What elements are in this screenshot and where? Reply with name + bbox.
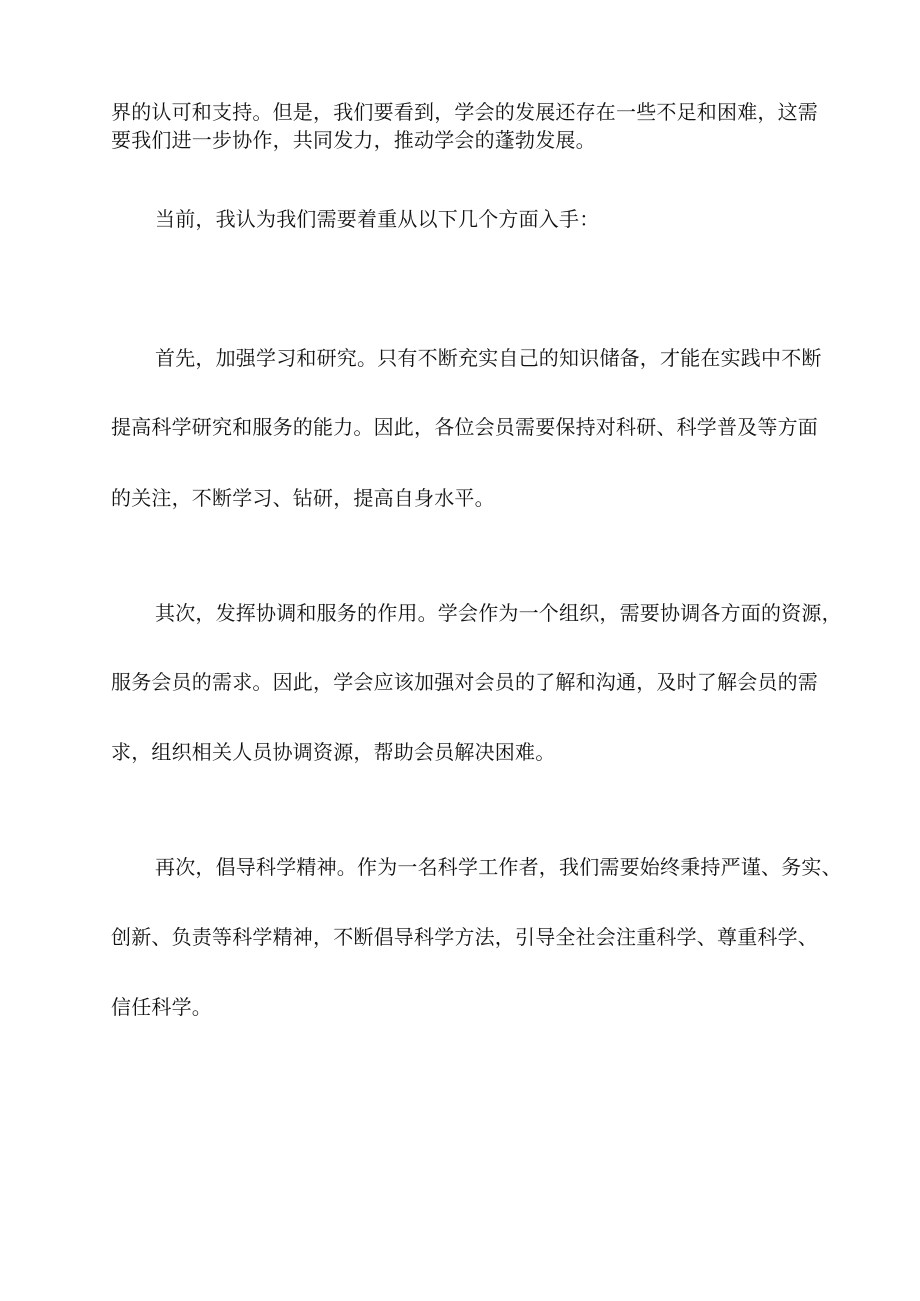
- point-one-line-3: 的关注，不断学习、钻研，提高自身水平。: [111, 486, 495, 510]
- point-two-line-2: 服务会员的需求。因此，学会应该加强对会员的了解和沟通，及时了解会员的需: [111, 670, 818, 694]
- paragraph-continuation-line-2: 要我们进一步协作，共同发力，推动学会的蓬勃发展。: [111, 128, 596, 152]
- intro-line: 当前，我认为我们需要着重从以下几个方面入手：: [155, 207, 600, 231]
- point-three-line-2: 创新、负责等科学精神，不断倡导科学方法，引导全社会注重科学、尊重科学、: [111, 925, 818, 949]
- paragraph-continuation-line-1: 界的认可和支持。但是，我们要看到，学会的发展还存在一些不足和困难，这需: [111, 100, 818, 124]
- point-two-line-1: 其次，发挥协调和服务的作用。学会作为一个组织，需要协调各方面的资源，: [155, 601, 842, 625]
- point-one-line-1: 首先，加强学习和研究。只有不断充实自己的知识储备，才能在实践中不断: [155, 346, 822, 370]
- point-three-line-1: 再次，倡导科学精神。作为一名科学工作者，我们需要始终秉持严谨、务实、: [155, 855, 842, 879]
- point-three-line-3: 信任科学。: [111, 995, 212, 1019]
- point-two-line-3: 求，组织相关人员协调资源，帮助会员解决困难。: [111, 740, 556, 764]
- point-one-line-2: 提高科学研究和服务的能力。因此，各位会员需要保持对科研、科学普及等方面: [111, 415, 818, 439]
